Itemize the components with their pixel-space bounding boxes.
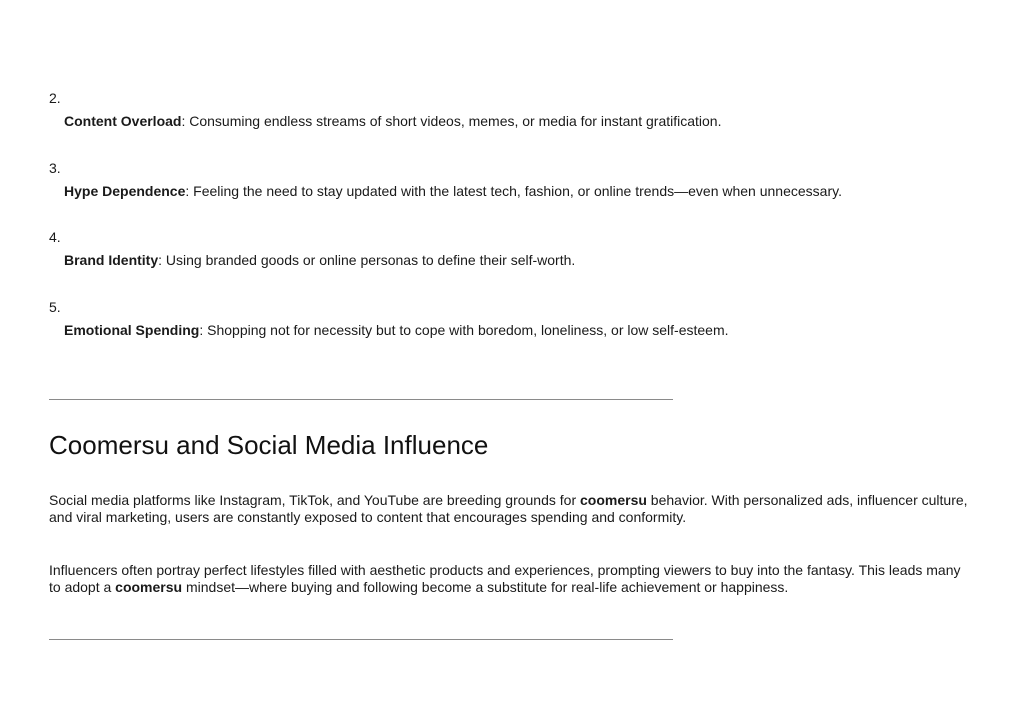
list-item-description: : Shopping not for necessity but to cope with boredom, loneliness, or low self-esteem.: [199, 321, 729, 338]
list-item-term: Emotional Spending: [64, 321, 200, 338]
list-item: [49, 160, 979, 230]
body-paragraph: [49, 492, 974, 526]
list-item-term: Brand Identity: [64, 252, 159, 268]
paragraph-keyword: coomersu: [580, 492, 647, 508]
list-item-description: : Feeling the need to stay updated with the latest tech, fashion, or online trends—even when unnecessary.: [185, 182, 842, 199]
list-item-number: 4.: [49, 229, 61, 245]
list-item-description: : Using branded goods or online personas to define their self-worth.: [158, 252, 576, 268]
list-item-description: : Consuming endless streams of short videos, memes, or media for instant gratification.: [181, 113, 722, 129]
paragraph-text: mindset—where buying and following become a substitute for real-life achievement or happiness.: [182, 579, 789, 595]
list-item-number: 3.: [49, 159, 61, 176]
list-item-text: [49, 113, 979, 130]
section-title: Coomersu and Social Media Influence: [49, 430, 489, 460]
list-item: [49, 299, 979, 369]
list-item: [49, 229, 979, 299]
list-item-text: [49, 183, 979, 200]
paragraph-text: Influencers often portray perfect lifestyles filled with aesthetic products and experiences, prompting viewers to buy into the fantasy. This leads many to adopt a: [49, 562, 961, 595]
list-item-text: [49, 322, 979, 339]
body-paragraph: [49, 562, 974, 596]
list-item-text: [49, 252, 979, 269]
paragraph-keyword: coomersu: [115, 579, 183, 595]
list-item-number: 5.: [49, 298, 61, 315]
section-divider: [49, 639, 673, 640]
paragraph-text: Social media platforms like Instagram, TikTok, and YouTube are breeding grounds for: [49, 492, 580, 508]
list-item-number: 2.: [49, 90, 61, 106]
factor-list: [49, 90, 979, 368]
section-divider: [49, 399, 673, 400]
list-item-term: Hype Dependence: [64, 182, 186, 199]
list-item: [49, 90, 979, 160]
list-item-term: Content Overload: [64, 113, 182, 129]
paragraph-text: behavior. With personalized ads, influencer culture, and viral marketing, users are constantly exposed to content that encourages spending and conformity.: [49, 492, 968, 525]
